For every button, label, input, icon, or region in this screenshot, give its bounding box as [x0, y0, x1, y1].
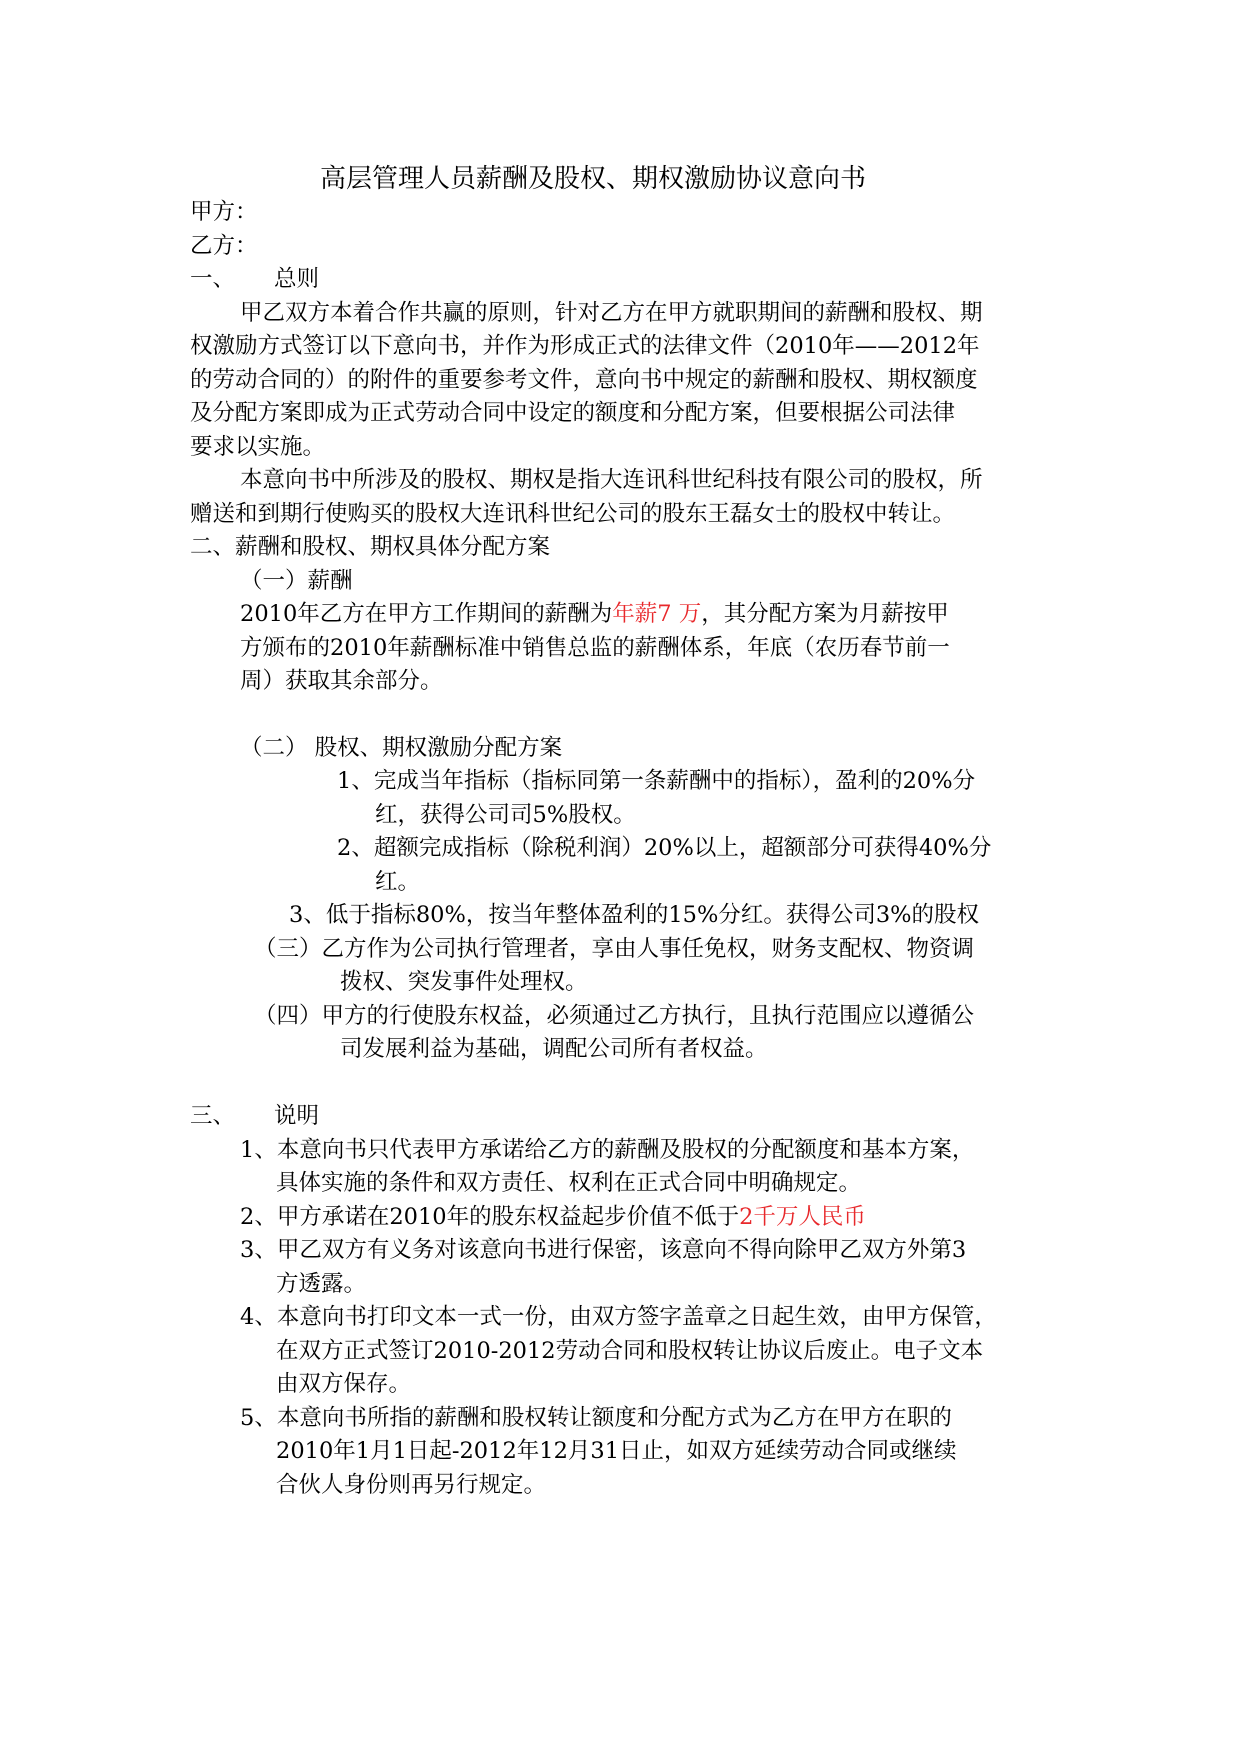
- note-item: 1、本意向书只代表甲方承诺给乙方的薪酬及股权的分配额度和基本方案，: [240, 1137, 975, 1163]
- note-item: 由双方保存。: [276, 1371, 412, 1397]
- section2-sub2-heading: （二） 股权、期权激励分配方案: [240, 735, 563, 761]
- salary-line: [240, 597, 949, 631]
- note-item: 4、本意向书打印文本一式一份，由双方签字盖章之日起生效，由甲方保管，: [240, 1304, 997, 1330]
- equity-item: 红。: [375, 869, 421, 895]
- note-item: [240, 1200, 866, 1234]
- section1-para1-line: 及分配方案即成为正式劳动合同中设定的额度和分配方案，但要根据公司法律: [190, 400, 956, 426]
- note-item: 5、本意向书所指的薪酬和股权转让额度和分配方式为乙方在甲方在职的: [240, 1405, 952, 1431]
- note-item: 合伙人身份则再另行规定。: [276, 1472, 547, 1498]
- section2-heading: 二、薪酬和股权、期权具体分配方案: [190, 534, 551, 560]
- page-title: 高层管理人员薪酬及股权、期权激励协议意向书: [320, 164, 867, 194]
- section1-number: 一、: [190, 266, 236, 292]
- note-item: 方透露。: [276, 1271, 367, 1297]
- section2-sub4: （四）甲方的行使股东权益，必须通过乙方执行，且执行范围应以遵循公: [254, 1003, 975, 1029]
- section2-sub3: （三）乙方作为公司执行管理者，享由人事任免权，财务支配权、物资调: [254, 936, 975, 962]
- section1-para1-line: 要求以实施。: [190, 434, 326, 460]
- section2-sub1-heading: （一）薪酬: [240, 568, 353, 594]
- section1-para2-line: 本意向书中所涉及的股权、期权是指大连讯科世纪科技有限公司的股权，所: [240, 467, 983, 493]
- section1-para2-line: 赠送和到期行使购买的股权大连讯科世纪公司的股东王磊女士的股权中转让。: [190, 501, 956, 527]
- section1-para1-line: 的劳动合同的）的附件的重要参考文件，意向书中规定的薪酬和股权、期权额度: [190, 367, 978, 393]
- section1-para1-line: 权激励方式签订以下意向书，并作为形成正式的法律文件（2010年——2012年: [190, 333, 980, 359]
- equity-item: 3、低于指标80%，按当年整体盈利的15%分红。获得公司3%的股权: [289, 902, 980, 928]
- note-text: 2、甲方承诺在2010年的股东权益起步价值不低于: [240, 1204, 740, 1230]
- section1-para1-line: 甲乙双方本着合作共赢的原则，针对乙方在甲方就职期间的薪酬和股权、期: [240, 300, 983, 326]
- annual-salary-highlight: 年薪7 万: [612, 601, 702, 627]
- equity-item: 1、完成当年指标（指标同第一条薪酬中的指标），盈利的20%分: [337, 768, 976, 794]
- section2-sub4: 司发展利益为基础，调配公司所有者权益。: [340, 1036, 768, 1062]
- section3-heading: 说明: [274, 1103, 320, 1129]
- equity-item: 红，获得公司司5%股权。: [375, 802, 636, 828]
- section3-number: 三、: [190, 1103, 236, 1129]
- note-item: 3、甲乙双方有义务对该意向书进行保密，该意向不得向除甲乙双方外第3: [240, 1237, 967, 1263]
- note-item: 在双方正式签订2010-2012劳动合同和股权转让协议后废止。电子文本: [276, 1338, 984, 1364]
- note-item: 2010年1月1日起-2012年12月31日止，如双方延续劳动合同或继续: [276, 1438, 957, 1464]
- party-b-label: 乙方：: [190, 233, 258, 259]
- party-a-label: 甲方：: [190, 199, 258, 225]
- section2-sub3: 拨权、突发事件处理权。: [340, 969, 588, 995]
- salary-text: 2010年乙方在甲方工作期间的薪酬为: [240, 601, 613, 627]
- salary-line: 方颁布的2010年薪酬标准中销售总监的薪酬体系，年底（农历春节前一: [240, 635, 950, 661]
- equity-item: 2、超额完成指标（除税利润）20%以上，超额部分可获得40%分: [337, 835, 992, 861]
- salary-line: 周）获取其余部分。: [240, 668, 443, 694]
- note-item: 具体实施的条件和双方责任、权利在正式合同中明确规定。: [276, 1170, 862, 1196]
- salary-text: ，其分配方案为月薪按甲: [701, 601, 949, 627]
- section1-heading: 总则: [274, 266, 320, 292]
- equity-value-highlight: 2千万人民币: [739, 1204, 866, 1230]
